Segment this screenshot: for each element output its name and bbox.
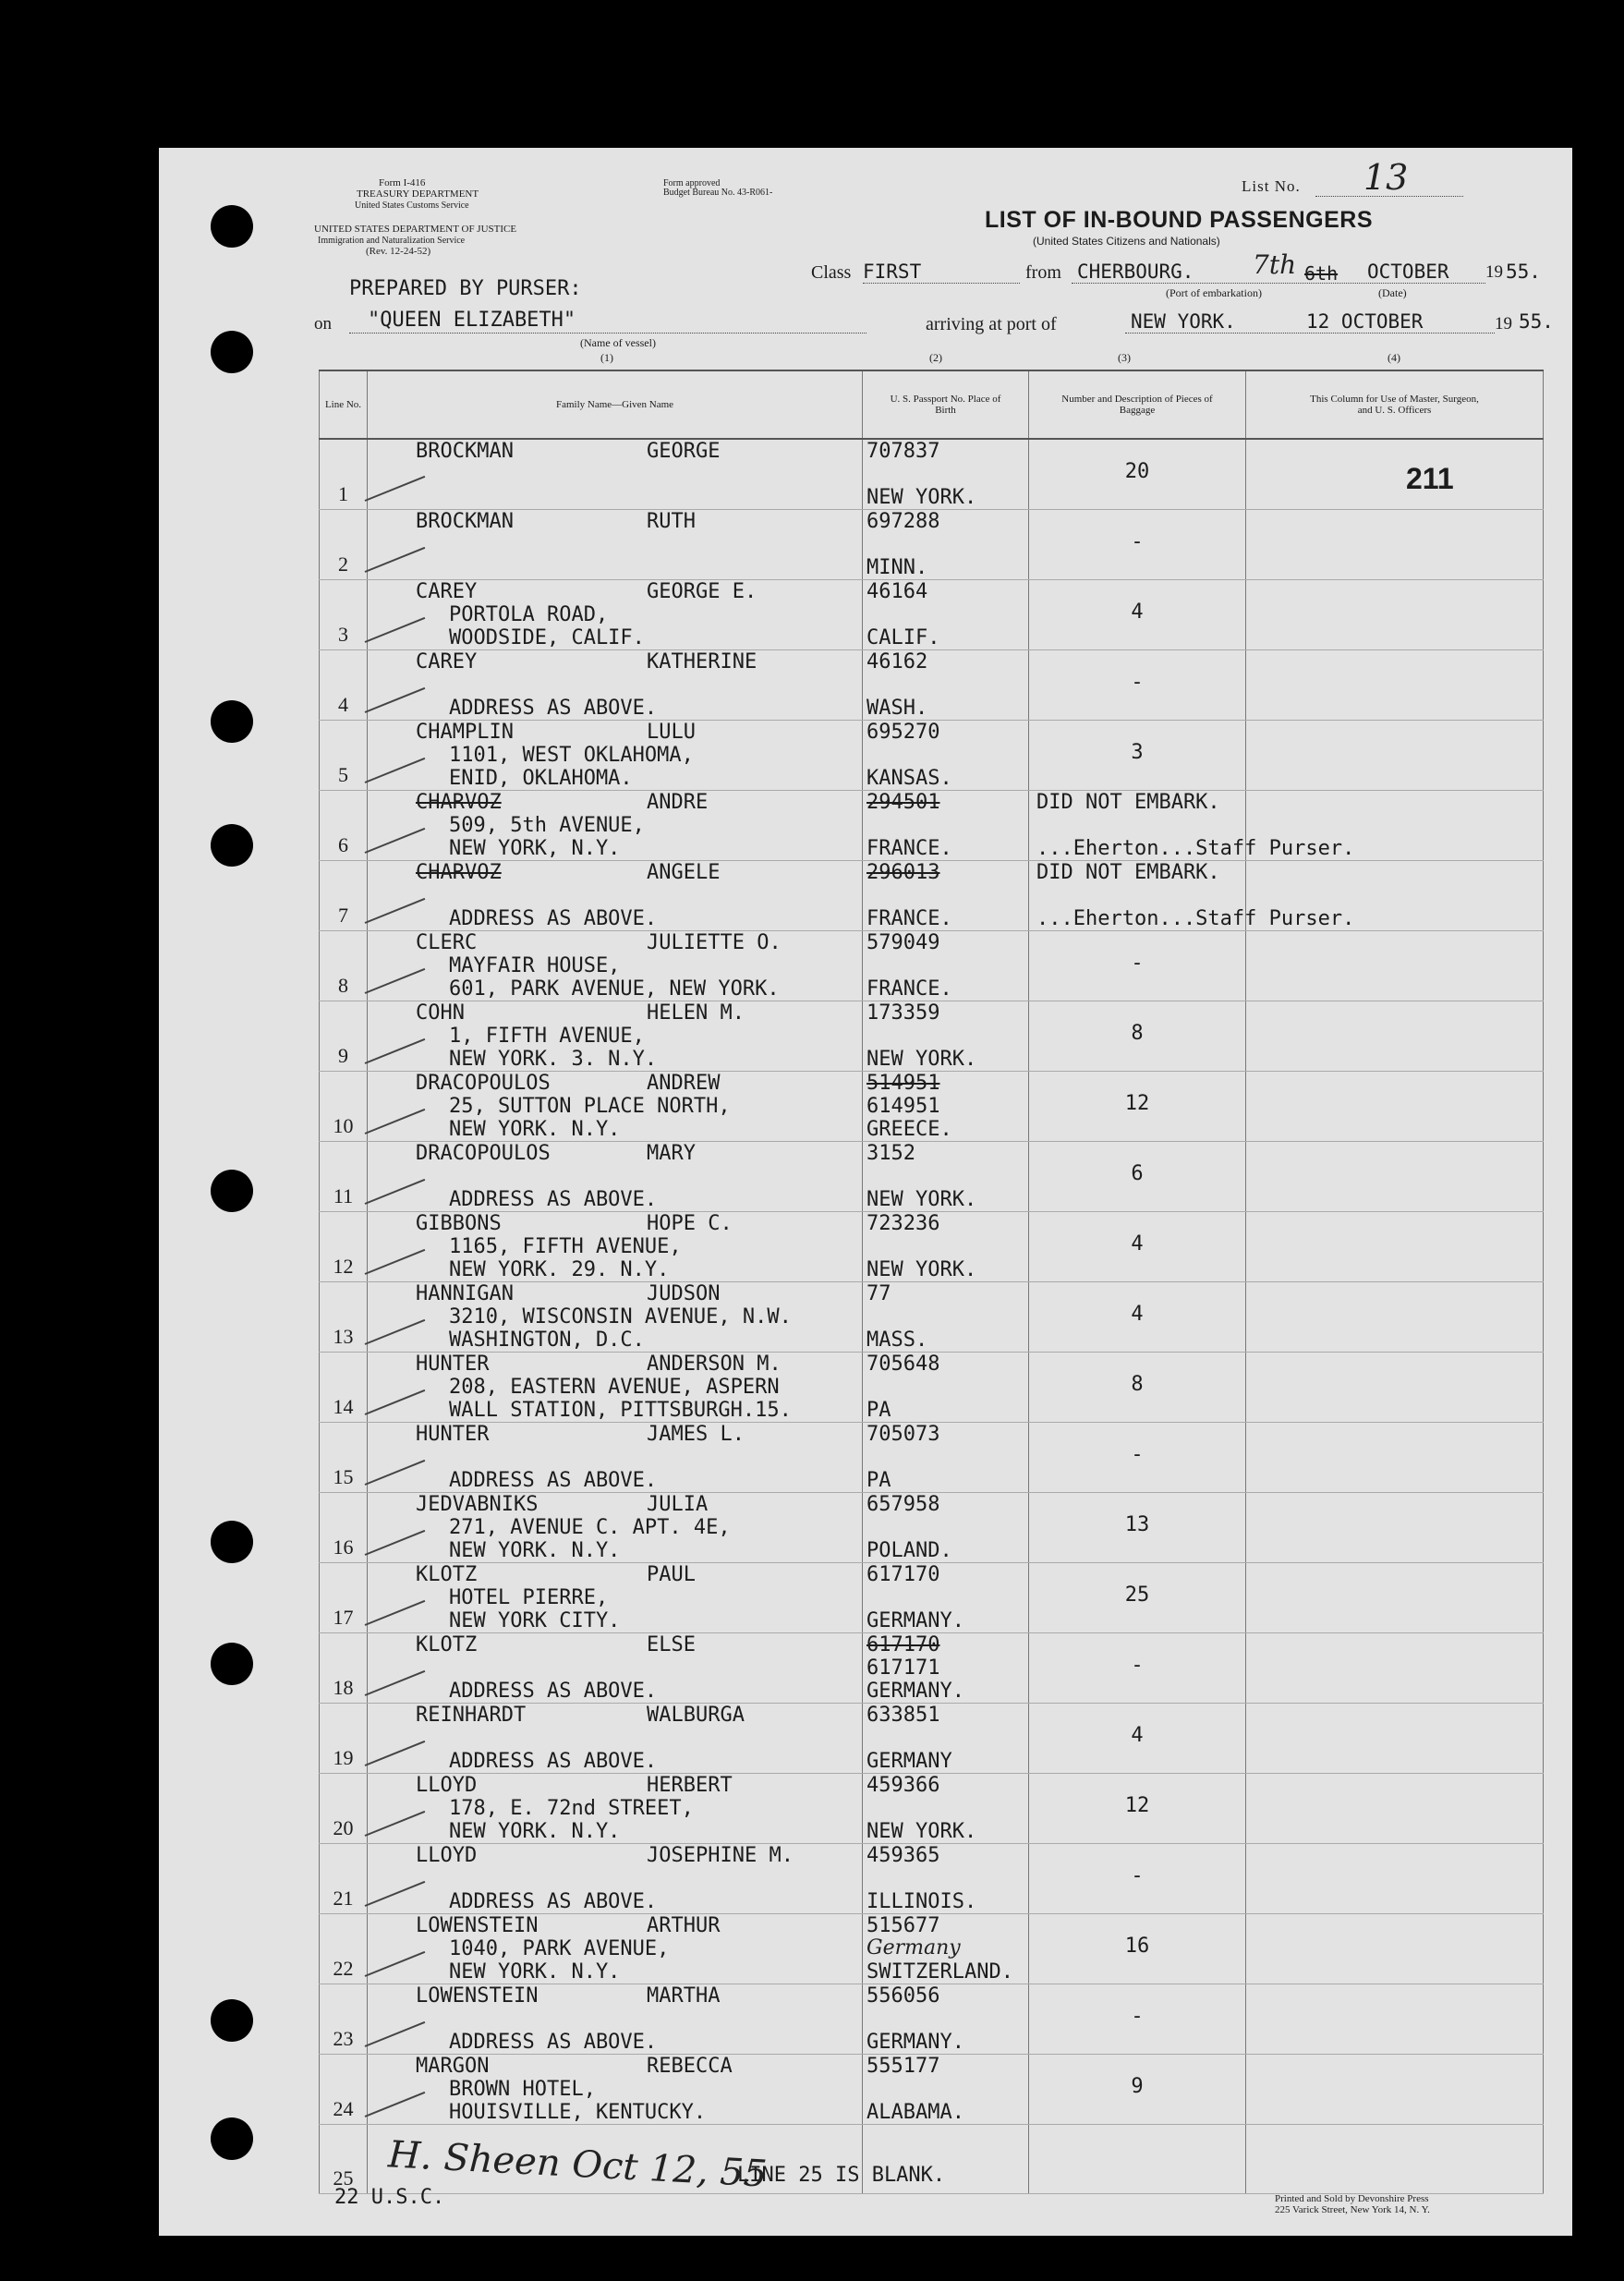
address-line-1 [449, 1867, 862, 1890]
embark-note: DID NOT EMBARK. [1036, 791, 1220, 814]
vessel-caption: (Name of vessel) [580, 336, 656, 349]
address-line-2: 601, PARK AVENUE, NEW YORK. [449, 977, 780, 1001]
table-row [320, 1353, 1544, 1423]
table-row [320, 1001, 1544, 1072]
place-of-birth: GREECE. [867, 1118, 952, 1141]
arrival-date: 12 OCTOBER [1306, 310, 1424, 333]
statute-reference: 22 U.S.C. [334, 2186, 445, 2209]
given-name: WALBURGA [647, 1704, 745, 1727]
embark-year: 55. [1506, 261, 1541, 283]
address-line-2: NEW YORK. N.Y. [449, 1118, 621, 1141]
passport-number: 173359 [867, 1001, 940, 1025]
table-row [320, 1423, 1544, 1493]
embark-day-struck: 6th [1304, 262, 1339, 285]
given-name: HOPE C. [647, 1212, 733, 1235]
given-name: RUTH [647, 510, 696, 533]
form-subtitle: (United States Citizens and Nationals) [1033, 235, 1220, 248]
line-number: 13 [333, 1325, 354, 1348]
family-name: MARGON [416, 2055, 490, 2078]
line-number: 22 [333, 1957, 354, 1980]
family-name: DRACOPOULOS [416, 1072, 551, 1095]
place-of-birth: SWITZERLAND. [867, 1960, 1013, 1984]
place-of-birth: ALABAMA. [867, 2101, 964, 2124]
place-of-birth: KANSAS. [867, 767, 952, 790]
place-of-birth: GERMANY [867, 1750, 952, 1773]
binder-hole [211, 2117, 253, 2160]
place-of-birth: FRANCE. [867, 837, 952, 860]
passport-number: 695270 [867, 721, 940, 744]
address-line-2: NEW YORK. N.Y. [449, 1820, 621, 1843]
embark-line [1072, 283, 1485, 284]
address-line-2: ADDRESS AS ABOVE. [449, 1680, 658, 1703]
place-of-birth: PA [867, 1469, 891, 1492]
given-name: HERBERT [647, 1774, 733, 1797]
baggage-count: 4 [1131, 1232, 1144, 1256]
family-name: HUNTER [416, 1353, 490, 1376]
family-name: DRACOPOULOS [416, 1142, 551, 1165]
address-line-1 [449, 884, 862, 907]
embark-port: CHERBOURG. [1077, 261, 1194, 283]
passport-number: 579049 [867, 931, 940, 954]
address-line-1: HOTEL PIERRE, [449, 1586, 609, 1609]
address-line-1 [449, 1165, 862, 1188]
justice-dept: UNITED STATES DEPARTMENT OF JUSTICE [314, 224, 517, 235]
header-name: Family Name—Given Name [368, 370, 863, 439]
baggage-count: 13 [1124, 1513, 1150, 1536]
address-line-1: 1101, WEST OKLAHOMA, [449, 744, 694, 767]
passport-number: 459366 [867, 1774, 940, 1797]
form-approved: Form approved [663, 178, 721, 188]
line-number: 25 [333, 2166, 354, 2190]
passport-number: 294501 [867, 791, 940, 814]
line-number: 5 [338, 763, 348, 786]
line-number: 18 [333, 1676, 354, 1699]
passport-struck: 514951 [867, 1072, 940, 1095]
baggage-count: - [1131, 1864, 1144, 1887]
vessel-line [349, 333, 867, 334]
list-number-line [1315, 196, 1463, 197]
line-number: 4 [338, 693, 348, 716]
address-line-1 [449, 673, 862, 697]
given-name: JOSEPHINE M. [647, 1844, 794, 1867]
address-line-1 [449, 1446, 862, 1469]
from-label: from [1025, 262, 1061, 283]
customs-service: United States Customs Service [355, 200, 469, 211]
given-name: GEORGE E. [647, 580, 757, 603]
baggage-count: 3 [1131, 741, 1144, 764]
address-line-2: ADDRESS AS ABOVE. [449, 1188, 658, 1211]
passport-number: 705648 [867, 1353, 940, 1376]
baggage-count: 16 [1124, 1935, 1150, 1958]
address-line-1: 1165, FIFTH AVENUE, [449, 1235, 682, 1258]
baggage-count: 4 [1131, 601, 1144, 624]
passport-number: 459365 [867, 1844, 940, 1867]
line-number: 10 [333, 1114, 354, 1137]
address-line-2: WALL STATION, PITTSBURGH.15. [449, 1399, 792, 1422]
passport-number: 3152 [867, 1142, 915, 1165]
binder-hole [211, 1999, 253, 2042]
table-row [320, 1633, 1544, 1704]
family-name: CHARVOZ [416, 861, 502, 884]
line-number: 24 [333, 2097, 354, 2120]
address-line-2: ADDRESS AS ABOVE. [449, 1469, 658, 1492]
baggage-count: - [1131, 1443, 1144, 1466]
baggage-count: 9 [1131, 2075, 1144, 2098]
family-name: KLOTZ [416, 1633, 478, 1656]
table-row [320, 861, 1544, 931]
family-name: KLOTZ [416, 1563, 478, 1586]
baggage-count: 6 [1131, 1162, 1144, 1185]
printer-credit-1: Printed and Sold by Devonshire Press [1275, 2193, 1429, 2204]
family-name: REINHARDT [416, 1704, 527, 1727]
family-name: LLOYD [416, 1844, 478, 1867]
given-name: GEORGE [647, 440, 721, 463]
table-row [320, 510, 1544, 580]
family-name: LLOYD [416, 1774, 478, 1797]
line-number: 17 [333, 1606, 354, 1629]
on-label: on [314, 314, 332, 334]
address-line-1: 178, E. 72nd STREET, [449, 1797, 694, 1820]
date-caption: (Date) [1378, 286, 1407, 299]
baggage-count: 25 [1124, 1583, 1150, 1607]
binder-hole [211, 700, 253, 743]
line-number: 1 [338, 482, 348, 505]
column-number-1: (1) [600, 351, 613, 364]
form-title: LIST OF IN-BOUND PASSENGERS [985, 207, 1374, 233]
table-row [320, 931, 1544, 1001]
port-embark-caption: (Port of embarkation) [1166, 286, 1262, 299]
line-number: 20 [333, 1816, 354, 1839]
passport-struck: 617170 [867, 1633, 940, 1656]
passport-number: 555177 [867, 2055, 940, 2078]
table-row [320, 1142, 1544, 1212]
address-line-1 [449, 463, 862, 486]
given-name: JAMES L. [647, 1423, 745, 1446]
table-row [320, 1984, 1544, 2055]
embark-note: DID NOT EMBARK. [1036, 861, 1220, 884]
table-row [320, 580, 1544, 650]
line-number: 6 [338, 833, 348, 856]
vessel-name: "QUEEN ELIZABETH" [368, 309, 576, 332]
place-of-birth: PA [867, 1399, 891, 1422]
purser-note: ...Eherton...Staff Purser. [1036, 907, 1355, 930]
binder-hole [211, 1170, 253, 1212]
revision-date: (Rev. 12-24-52) [366, 246, 431, 257]
address-line-2: WASHINGTON, D.C. [449, 1329, 645, 1352]
address-line-1 [449, 2008, 862, 2031]
address-line-1: 271, AVENUE C. APT. 4E, [449, 1516, 731, 1539]
line-number: 7 [338, 904, 348, 927]
arrival-line [1125, 333, 1495, 334]
table-row [320, 1282, 1544, 1353]
place-of-birth: NEW YORK. [867, 1188, 977, 1211]
given-name: JULIA [647, 1493, 709, 1516]
baggage-count: - [1131, 2005, 1144, 2028]
binder-hole [211, 1521, 253, 1563]
address-line-2: ADDRESS AS ABOVE. [449, 2031, 658, 2054]
passport-number: 556056 [867, 1984, 940, 2008]
header-passport: U. S. Passport No. Place of Birth [863, 370, 1029, 439]
table-row [320, 1704, 1544, 1774]
table-row [320, 439, 1544, 510]
form-number: Form I-416 [379, 177, 426, 188]
place-of-birth: MASS. [867, 1329, 928, 1352]
arriving-label: arriving at port of [926, 314, 1057, 334]
passport-number: 46162 [867, 650, 928, 673]
prepared-by: PREPARED BY PURSER: [349, 277, 582, 300]
address-line-2: NEW YORK. N.Y. [449, 1960, 621, 1984]
address-line-1 [449, 1727, 862, 1750]
given-name: ANDERSON M. [647, 1353, 782, 1376]
line-number: 15 [333, 1465, 354, 1488]
baggage-count: 4 [1131, 1724, 1144, 1747]
given-name: ANGELE [647, 861, 721, 884]
place-of-birth: GERMANY. [867, 1609, 964, 1632]
line-number: 2 [338, 552, 348, 576]
passport-number: 296013 [867, 861, 940, 884]
header-officers: This Column for Use of Master, Surgeon, and U. S. Officers [1246, 370, 1544, 439]
line-number: 9 [338, 1044, 348, 1067]
place-of-birth: WASH. [867, 697, 928, 720]
arrival-port: NEW YORK. [1131, 310, 1236, 333]
table-row [320, 791, 1544, 861]
baggage-count: - [1131, 952, 1144, 975]
address-line-2: ADDRESS AS ABOVE. [449, 697, 658, 720]
blank-line-note: LINE 25 IS BLANK. [737, 2164, 946, 2187]
table-row [320, 1212, 1544, 1282]
line-number: 12 [333, 1255, 354, 1278]
table-row [320, 1844, 1544, 1914]
list-number-label: List No. [1242, 177, 1301, 195]
passport-number: 707837 [867, 440, 940, 463]
table-row [320, 1774, 1544, 1844]
address-line-2: HOUISVILLE, KENTUCKY. [449, 2101, 707, 2124]
header-baggage: Number and Description of Pieces of Baggage [1029, 370, 1246, 439]
given-name: REBECCA [647, 2055, 733, 2078]
place-of-birth: FRANCE. [867, 907, 952, 930]
list-number: 13 [1363, 157, 1409, 198]
printer-credit-2: 225 Varick Street, New York 14, N. Y. [1275, 2204, 1430, 2215]
passport-number: 657958 [867, 1493, 940, 1516]
binder-hole [211, 1643, 253, 1685]
address-line-1: MAYFAIR HOUSE, [449, 954, 621, 977]
column-number-2: (2) [929, 351, 942, 364]
passport-number: 515677 [867, 1914, 940, 1937]
birthplace-correction: Germany [867, 1936, 961, 1959]
place-of-birth: CALIF. [867, 626, 940, 649]
header-line-no: Line No. [320, 370, 368, 439]
place-of-birth: GERMANY. [867, 1680, 964, 1703]
given-name: ANDREW [647, 1072, 721, 1095]
address-line-2: WOODSIDE, CALIF. [449, 626, 645, 649]
address-line-1: 3210, WISCONSIN AVENUE, N.W. [449, 1305, 792, 1329]
table-row [320, 1072, 1544, 1142]
address-line-2: ADDRESS AS ABOVE. [449, 1890, 658, 1913]
line-number: 11 [333, 1184, 354, 1207]
place-of-birth: GERMANY. [867, 2031, 964, 2054]
address-line-1 [449, 533, 862, 556]
given-name: LULU [647, 721, 696, 744]
purser-signature: H. Sheen Oct 12, 55 [387, 2133, 769, 2196]
family-name: GIBBONS [416, 1212, 502, 1235]
family-name: CAREY [416, 650, 478, 673]
official-number: 211 [1406, 462, 1454, 495]
binder-hole [211, 205, 253, 248]
family-name: HUNTER [416, 1423, 490, 1446]
embark-year-prefix: 19 [1485, 262, 1503, 282]
given-name: ANDRE [647, 791, 709, 814]
family-name: BROCKMAN [416, 440, 514, 463]
family-name: CHARVOZ [416, 791, 502, 814]
baggage-count: - [1131, 1654, 1144, 1677]
family-name: JEDVABNIKS [416, 1493, 539, 1516]
baggage-count: 12 [1124, 1092, 1150, 1115]
given-name: MARTHA [647, 1984, 721, 2008]
address-line-2: NEW YORK, N.Y. [449, 837, 621, 860]
table-row [320, 1914, 1544, 1984]
table-row [320, 1493, 1544, 1563]
passport-number: 617171 [867, 1656, 940, 1680]
address-line-2: NEW YORK. 3. N.Y. [449, 1048, 658, 1071]
baggage-count: 8 [1131, 1373, 1144, 1396]
address-line-1: PORTOLA ROAD, [449, 603, 609, 626]
family-name: CLERC [416, 931, 478, 954]
column-number-3: (3) [1118, 351, 1131, 364]
passport-number: 633851 [867, 1704, 940, 1727]
place-of-birth: NEW YORK. [867, 1048, 977, 1071]
passport-number: 614951 [867, 1095, 940, 1118]
place-of-birth: NEW YORK. [867, 1258, 977, 1281]
family-name: LOWENSTEIN [416, 1984, 539, 2008]
given-name: PAUL [647, 1563, 696, 1586]
given-name: JUDSON [647, 1282, 721, 1305]
family-name: HANNIGAN [416, 1282, 514, 1305]
binder-hole [211, 331, 253, 373]
address-line-1: 208, EASTERN AVENUE, ASPERN [449, 1376, 780, 1399]
given-name: KATHERINE [647, 650, 757, 673]
place-of-birth: POLAND. [867, 1539, 952, 1562]
line-number: 8 [338, 974, 348, 997]
given-name: ELSE [647, 1633, 696, 1656]
family-name: BROCKMAN [416, 510, 514, 533]
address-line-1: 1, FIFTH AVENUE, [449, 1025, 645, 1048]
passenger-table [319, 370, 1544, 2194]
address-line-1 [449, 1656, 862, 1680]
budget-bureau: Budget Bureau No. 43-R061- [663, 188, 773, 198]
family-name: CHAMPLIN [416, 721, 514, 744]
family-name: COHN [416, 1001, 465, 1025]
baggage-count: 12 [1124, 1794, 1150, 1817]
passport-number: 617170 [867, 1563, 940, 1586]
baggage-count: - [1131, 530, 1144, 553]
given-name: HELEN M. [647, 1001, 745, 1025]
arrival-year: 55. [1519, 310, 1554, 333]
given-name: MARY [647, 1142, 696, 1165]
class-value: FIRST [863, 261, 1020, 284]
address-line-2: NEW YORK. 29. N.Y. [449, 1258, 670, 1281]
place-of-birth: NEW YORK. [867, 1820, 977, 1843]
baggage-count: - [1131, 671, 1144, 694]
passport-number: 77 [867, 1282, 891, 1305]
baggage-count: 4 [1131, 1303, 1144, 1326]
baggage-count: 8 [1131, 1022, 1144, 1045]
table-row [320, 721, 1544, 791]
purser-note: ...Eherton...Staff Purser. [1036, 837, 1355, 860]
baggage-count: 20 [1124, 460, 1150, 483]
address-line-2: NEW YORK CITY. [449, 1609, 621, 1632]
arrival-year-prefix: 19 [1495, 314, 1512, 334]
place-of-birth: FRANCE. [867, 977, 952, 1001]
line-number: 19 [333, 1746, 354, 1769]
embark-month: OCTOBER [1367, 261, 1449, 283]
line-number: 23 [333, 2027, 354, 2050]
given-name: JULIETTE O. [647, 931, 782, 954]
column-number-4: (4) [1388, 351, 1400, 364]
place-of-birth: MINN. [867, 556, 928, 579]
table-row [320, 650, 1544, 721]
passport-number: 705073 [867, 1423, 940, 1446]
passport-number: 723236 [867, 1212, 940, 1235]
address-line-2: ENID, OKLAHOMA. [449, 767, 633, 790]
address-line-2: NEW YORK. N.Y. [449, 1539, 621, 1562]
family-name: CAREY [416, 580, 478, 603]
address-line-1: 1040, PARK AVENUE, [449, 1937, 670, 1960]
address-line-1: 25, SUTTON PLACE NORTH, [449, 1095, 731, 1118]
line-number: 3 [338, 623, 348, 646]
line-number: 16 [333, 1535, 354, 1559]
place-of-birth: NEW YORK. [867, 486, 977, 509]
address-line-2: ADDRESS AS ABOVE. [449, 1750, 658, 1773]
address-line-2: ADDRESS AS ABOVE. [449, 907, 658, 930]
place-of-birth: ILLINOIS. [867, 1890, 977, 1913]
table-row [320, 1563, 1544, 1633]
given-name: ARTHUR [647, 1914, 721, 1937]
passport-number: 697288 [867, 510, 940, 533]
table-row [320, 2055, 1544, 2125]
line-number: 21 [333, 1887, 354, 1910]
ins-service: Immigration and Naturalization Service [318, 236, 466, 246]
family-name: LOWENSTEIN [416, 1914, 539, 1937]
line-number: 14 [333, 1395, 354, 1418]
address-line-1: 509, 5th AVENUE, [449, 814, 645, 837]
embark-day-handwritten: 7th [1253, 249, 1297, 280]
address-line-1: BROWN HOTEL, [449, 2078, 596, 2101]
treasury-dept: TREASURY DEPARTMENT [357, 188, 479, 200]
class-label: Class [811, 262, 852, 283]
binder-hole [211, 824, 253, 867]
passport-number: 46164 [867, 580, 928, 603]
